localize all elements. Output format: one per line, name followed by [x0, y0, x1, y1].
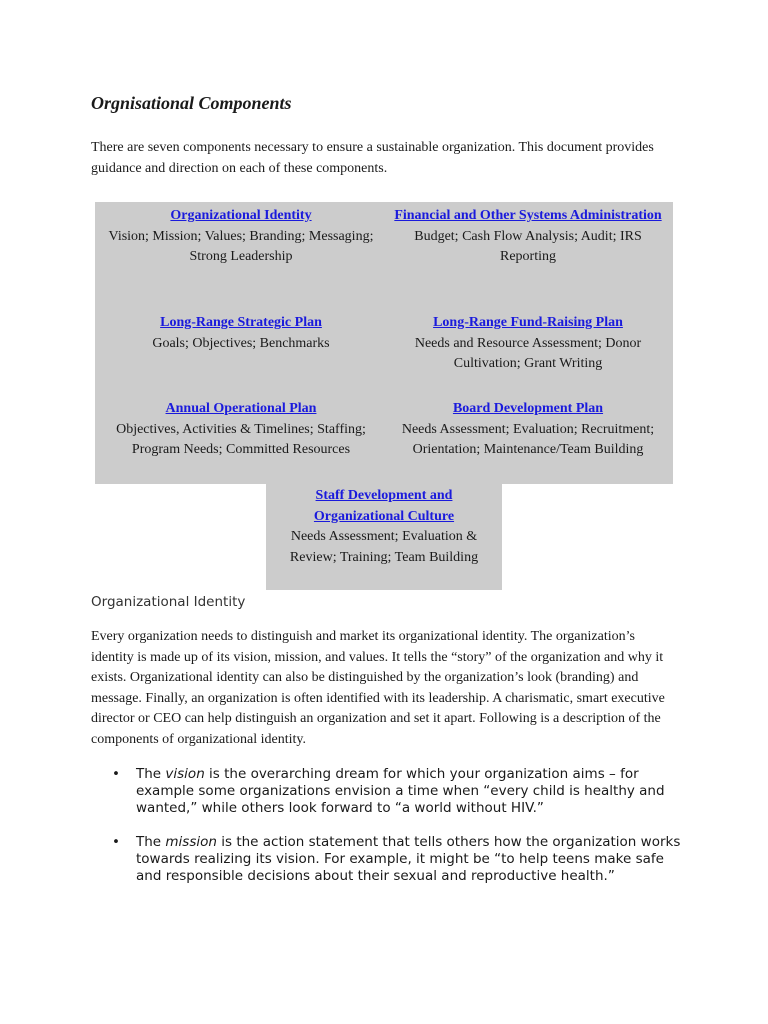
- component-description: Needs Assessment; Evaluation & Review; Training; Team Building: [289, 529, 479, 566]
- component-link[interactable]: Long-Range Strategic Plan: [160, 315, 322, 330]
- bullet-marker: •: [112, 834, 120, 851]
- list-item: [0, 834, 684, 884]
- component-organizational-identity: [103, 206, 379, 268]
- page-title: Orgnisational Components: [91, 93, 292, 113]
- component-fund-raising-plan: [386, 313, 670, 375]
- component-description: Objectives, Activities & Timelines; Staffing; Program Needs; Committed Resources: [116, 421, 366, 458]
- bullet-term: mission: [165, 834, 217, 851]
- bullet-lead: The: [136, 834, 166, 851]
- section-paragraph: Every organization needs to distinguish and market its organizational identity. The organization’s identity is made up of its vision, mission, and values. It tells the “story” of the organization and why it exists. Organizational identity can also be distinguished by the organization’s look (branding) and message. Finally, an organization is often identified with its leadership. A charismatic, smart executive director or CEO can help distinguish an organization and set it apart. Following is a description of the components of organizational identity.: [91, 629, 665, 747]
- component-strategic-plan: [103, 313, 379, 354]
- bullet-list: [0, 766, 768, 885]
- component-link[interactable]: Long-Range Fund-Raising Plan: [433, 315, 623, 330]
- component-link[interactable]: Organizational Identity: [170, 208, 312, 223]
- component-link[interactable]: Board Development Plan: [452, 401, 604, 416]
- bullet-marker: •: [112, 766, 120, 782]
- bullet-text: is the overarching dream for which your organization aims – for example some organizations envision a time when “every child is healthy and wanted,” while others look forward to “a world without HIV.”: [136, 766, 665, 816]
- component-operational-plan: [103, 399, 379, 461]
- bullet-lead: The: [136, 766, 166, 782]
- component-board-development: [386, 399, 670, 461]
- component-link[interactable]: Staff Development and Organizational Culture: [313, 488, 455, 524]
- bullet-text: is the action statement that tells others how the organization works towards realizing its vision. For example, it might be “to help teens make safe and responsible decisions about their sexual and reproductive health.”: [136, 834, 681, 884]
- intro-paragraph: There are seven components necessary to ensure a sustainable organization. This document provides guidance and direction on each of these components.: [91, 140, 654, 176]
- component-financial-systems: [386, 206, 670, 268]
- component-description: Needs Assessment; Evaluation; Recruitment; Orientation; Maintenance/Team Building: [401, 421, 655, 458]
- list-item: [0, 766, 684, 816]
- section-heading: Organizational Identity: [91, 594, 246, 610]
- component-description: Vision; Mission; Values; Branding; Messaging; Strong Leadership: [108, 228, 374, 265]
- component-staff-development: [270, 486, 498, 569]
- component-link[interactable]: Financial and Other Systems Administration: [394, 208, 662, 223]
- component-description: Budget; Cash Flow Analysis; Audit; IRS Reporting: [414, 228, 642, 265]
- bullet-term: vision: [165, 766, 205, 782]
- component-link[interactable]: Annual Operational Plan: [165, 401, 317, 416]
- component-description: Goals; Objectives; Benchmarks: [152, 335, 330, 351]
- component-description: Needs and Resource Assessment; Donor Cultivation; Grant Writing: [414, 335, 642, 372]
